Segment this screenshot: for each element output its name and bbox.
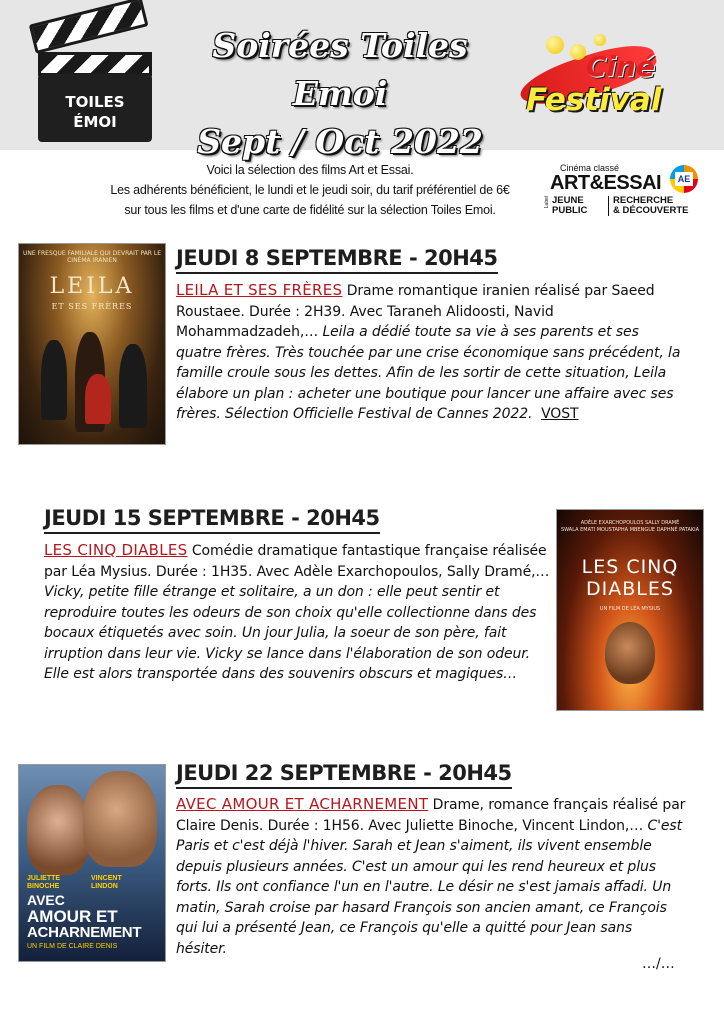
- art-essai-logo: [544, 163, 708, 223]
- film-1-title-link[interactable]: LEILA ET SES FRÈRES: [176, 281, 343, 299]
- ae-label1-line2: PUBLIC: [552, 205, 588, 216]
- poster-avec-amour: [18, 764, 166, 962]
- film-1-synopsis: Leila a dédié toute sa vie à ses parents et ses quatre frères. Très touchée par une crise économique sans précédent, la famille croule sous les dettes. Afin de les sortir de cette situation, Leila élabore un plan : acheter une boutique pour lancer une affaire avec ses frères. Sélection Officielle Festival de Cannes 2022.: [176, 324, 681, 422]
- title-line-2: Sept / Oct 2022: [197, 122, 483, 161]
- film-1-description: [176, 280, 684, 425]
- ae-label1-line1: JEUNE: [552, 195, 584, 206]
- poster-cast: [557, 520, 703, 534]
- poster-title: LEILA: [49, 274, 135, 299]
- poster-figure: [41, 340, 67, 420]
- film-2-title-link[interactable]: LES CINQ DIABLES: [44, 541, 188, 559]
- ae-classified-text: Cinéma classé: [560, 163, 620, 173]
- poster-title-line2: DIABLES: [586, 578, 674, 600]
- yellow-ball-icon: [570, 44, 586, 60]
- poster-figure: [119, 344, 147, 428]
- intro-line-3: sur tous les films et d'une carte de fidélité sur la sélection Toiles Emoi.: [124, 203, 496, 217]
- yellow-ball-icon: [594, 34, 606, 46]
- ae-label-recherche: [608, 196, 688, 216]
- ae-label2-line2: & DÉCOUVERTE: [613, 205, 689, 216]
- ae-badge-text: AE: [675, 172, 693, 186]
- film-2-description: [44, 540, 550, 685]
- film-2-info: Comédie dramatique fantastique française réalisée par Léa Mysius. Durée : 1H35. Avec Adèle Exarchopoulos, Sally Dramé,…: [44, 543, 550, 580]
- poster-director: UN FILM DE LÉA MYSIUS: [599, 606, 661, 612]
- film-1-version: VOST: [541, 406, 579, 422]
- title-line-1: Soirées Toiles Emoi: [212, 26, 468, 113]
- clapper-line-1: TOILES: [65, 93, 125, 111]
- cine-festival-logo: [516, 20, 696, 135]
- poster-actor1-first: JULIETTE: [27, 875, 61, 882]
- festival-word: Festival: [526, 82, 662, 118]
- poster-title-line2: AMOUR ET: [27, 907, 118, 926]
- poster-figure: [85, 374, 111, 424]
- intro-text: [80, 160, 540, 220]
- poster-face: [605, 622, 655, 684]
- poster-cast-line2: SWALA EMATI MOUSTAPHA MBENGUE DAPHNÉ PATAKIA: [560, 527, 700, 533]
- film-3-info: Drame, romance français réalisé par Claire Denis. Durée : 1H56. Avec Juliette Binoche, Vincent Lindon,…: [176, 797, 686, 834]
- header-banner: [0, 0, 724, 161]
- poster-man: [83, 771, 157, 867]
- poster-actors: [27, 875, 157, 891]
- page-title: [160, 22, 520, 166]
- continuation-mark: …/…: [642, 956, 675, 972]
- film-2-date-heading: JEUDI 15 SEPTEMBRE - 20H45: [44, 504, 380, 534]
- film-2-synopsis: Vicky, petite fille étrange et solitaire, a un don : elle peut sentir et reproduire toutes les odeurs de son choix qu'elle collectionne dans des bocaux étiquetés avec soin. Un jour Julia, la soeur de son père, fait irruption dans leur vie. Vicky se lance dans l'élaboration de son odeur. Elle est alors transportée dans des souvenirs obscurs et magiques…: [44, 584, 537, 682]
- poster-tagline: UNE FRESQUE FAMILIALE QUI DEVRAIT PAR LE CINÉMA IRANIEN: [22, 250, 162, 264]
- intro-line-1: Voici la sélection des films Art et Essai.: [206, 163, 414, 177]
- poster-leila: [18, 243, 166, 445]
- film-3-synopsis: C'est Paris et c'est déjà l'hiver. Sarah et Jean s'aiment, ils vivent ensemble depuis plusieurs années. C'est un amour qui les rend heureux et plus forts. Ils ont confiance l'un en l'autre. Le désir ne s'est jamais affadi. Un matin, Sarah croise par hasard François son ancien amant, ce François qui lui a présenté Jean, ce François qu'elle a quitté pour Jean sans hésiter.: [176, 817, 683, 957]
- poster-woman: [27, 785, 89, 875]
- ae-label2-line1: RECHERCHE: [613, 195, 674, 206]
- poster-title-line1: LES CINQ: [581, 556, 679, 578]
- poster-actor2-first: VINCENT: [91, 875, 122, 882]
- film-1-info: Drame romantique iranien réalisé par Saeed Roustaee. Durée : 2H39. Avec Taraneh Alidoosti, Navid Mohammadzadeh,…: [176, 283, 655, 340]
- clapper-text: [38, 92, 152, 132]
- poster-director: UN FILM DE CLAIRE DENIS: [27, 943, 118, 950]
- clapper-arm: [29, 0, 149, 54]
- ae-badge-icon: [670, 165, 698, 193]
- poster-cast-line1: ADÈLE EXARCHOPOULOS SALLY DRAMÉ: [580, 520, 680, 526]
- poster-title: [557, 556, 703, 600]
- cine-word: Ciné: [586, 50, 656, 83]
- poster-subtitle: ET SES FRÈRES: [51, 302, 133, 311]
- clapper-line-2: ÉMOI: [73, 113, 117, 131]
- yellow-ball-icon: [546, 36, 564, 54]
- film-3-date-heading: JEUDI 22 SEPTEMBRE - 20H45: [176, 759, 512, 789]
- poster-cinq-diables: [556, 509, 704, 711]
- ae-main-text: ART&ESSAI: [550, 172, 662, 194]
- poster-title-line1: AVEC: [27, 892, 65, 908]
- ae-label-jeune-public: [552, 196, 587, 216]
- poster-title-line3: ACHARNEMENT: [27, 924, 142, 941]
- film-3-description: [176, 794, 686, 959]
- poster-actor2-last: LINDON: [91, 883, 118, 890]
- poster-actor1-last: BINOCHE: [27, 883, 60, 890]
- clapperboard-logo: [30, 14, 154, 144]
- intro-line-2: Les adhérents bénéficient, le lundi et le jeudi soir, du tarif préférentiel de 6€: [110, 183, 510, 197]
- film-3-title-link[interactable]: AVEC AMOUR ET ACHARNEMENT: [176, 795, 429, 813]
- ae-label-word: Label: [544, 196, 550, 209]
- clapper-band: [38, 52, 152, 76]
- film-1-date-heading: JEUDI 8 SEPTEMBRE - 20H45: [176, 244, 498, 274]
